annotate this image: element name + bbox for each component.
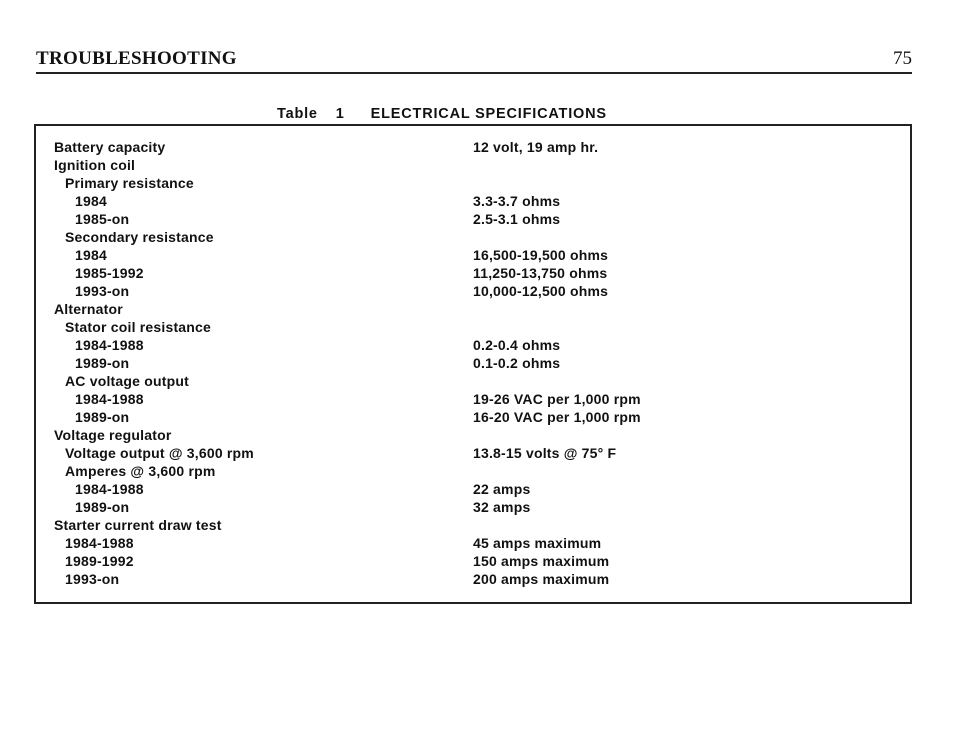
table-row xyxy=(36,211,910,229)
row-value: 0.1-0.2 ohms xyxy=(473,355,561,371)
row-label: 1993-on xyxy=(65,571,120,587)
row-label: 1989-on xyxy=(75,499,130,515)
row-label: 1984-1988 xyxy=(75,391,144,407)
table-row xyxy=(36,265,910,283)
table-row xyxy=(36,247,910,265)
table-title: ELECTRICAL SPECIFICATIONS xyxy=(370,106,607,122)
row-label: 1984-1988 xyxy=(65,535,134,551)
row-value: 10,000-12,500 ohms xyxy=(473,283,609,299)
row-label: Stator coil resistance xyxy=(65,319,212,335)
row-label: Ignition coil xyxy=(54,157,136,173)
table-caption xyxy=(277,106,607,122)
section-title: TROUBLESHOOTING xyxy=(36,48,237,69)
row-value: 12 volt, 19 amp hr. xyxy=(473,139,599,155)
row-label: 1984-1988 xyxy=(75,337,144,353)
table-row xyxy=(36,175,910,193)
row-value: 3.3-3.7 ohms xyxy=(473,193,561,209)
row-value: 11,250-13,750 ohms xyxy=(473,265,608,281)
row-label: 1984 xyxy=(75,193,107,209)
row-value: 0.2-0.4 ohms xyxy=(473,337,561,353)
table-row xyxy=(36,355,910,373)
table-row xyxy=(36,373,910,391)
row-label: 1984-1988 xyxy=(75,481,144,497)
table-row xyxy=(36,283,910,301)
row-value: 22 amps xyxy=(473,481,531,497)
table-row xyxy=(36,409,910,427)
row-label: Battery capacity xyxy=(54,139,166,155)
row-label: 1985-1992 xyxy=(75,265,144,281)
row-label: Voltage output @ 3,600 rpm xyxy=(65,445,254,461)
table-row xyxy=(36,301,910,319)
row-value: 32 amps xyxy=(473,499,531,515)
page-number: 75 xyxy=(893,48,912,69)
table-row xyxy=(36,553,910,571)
row-value: 16-20 VAC per 1,000 rpm xyxy=(473,409,641,425)
row-value: 200 amps maximum xyxy=(473,571,610,587)
table-row xyxy=(36,139,910,157)
row-label: Primary resistance xyxy=(65,175,194,191)
row-label: 1993-on xyxy=(75,283,130,299)
row-label: 1985-on xyxy=(75,211,130,227)
row-label: 1989-on xyxy=(75,409,130,425)
table-row xyxy=(36,427,910,445)
row-label: 1984 xyxy=(75,247,107,263)
row-value: 150 amps maximum xyxy=(473,553,610,569)
row-label: Starter current draw test xyxy=(54,517,222,533)
row-label: Alternator xyxy=(54,301,123,317)
table-row xyxy=(36,481,910,499)
table-row xyxy=(36,391,910,409)
table-row xyxy=(36,535,910,553)
table-row xyxy=(36,499,910,517)
specifications-table xyxy=(34,124,912,604)
table-row xyxy=(36,193,910,211)
table-number: 1 xyxy=(335,106,345,122)
page-header xyxy=(36,48,912,74)
table-row xyxy=(36,319,910,337)
row-value: 45 amps maximum xyxy=(473,535,602,551)
row-label: 1989-1992 xyxy=(65,553,134,569)
row-label: Amperes @ 3,600 rpm xyxy=(65,463,216,479)
row-label: Voltage regulator xyxy=(54,427,172,443)
row-value: 2.5-3.1 ohms xyxy=(473,211,561,227)
row-value: 16,500-19,500 ohms xyxy=(473,247,609,263)
row-label: AC voltage output xyxy=(65,373,189,389)
table-row xyxy=(36,157,910,175)
table-row xyxy=(36,517,910,535)
table-label: Table xyxy=(277,106,318,122)
table-row xyxy=(36,337,910,355)
table-row xyxy=(36,229,910,247)
table-row xyxy=(36,463,910,481)
table-row xyxy=(36,445,910,463)
row-label: Secondary resistance xyxy=(65,229,214,245)
table-row xyxy=(36,571,910,589)
row-value: 19-26 VAC per 1,000 rpm xyxy=(473,391,641,407)
row-label: 1989-on xyxy=(75,355,130,371)
row-value: 13.8-15 volts @ 75° F xyxy=(473,445,617,461)
